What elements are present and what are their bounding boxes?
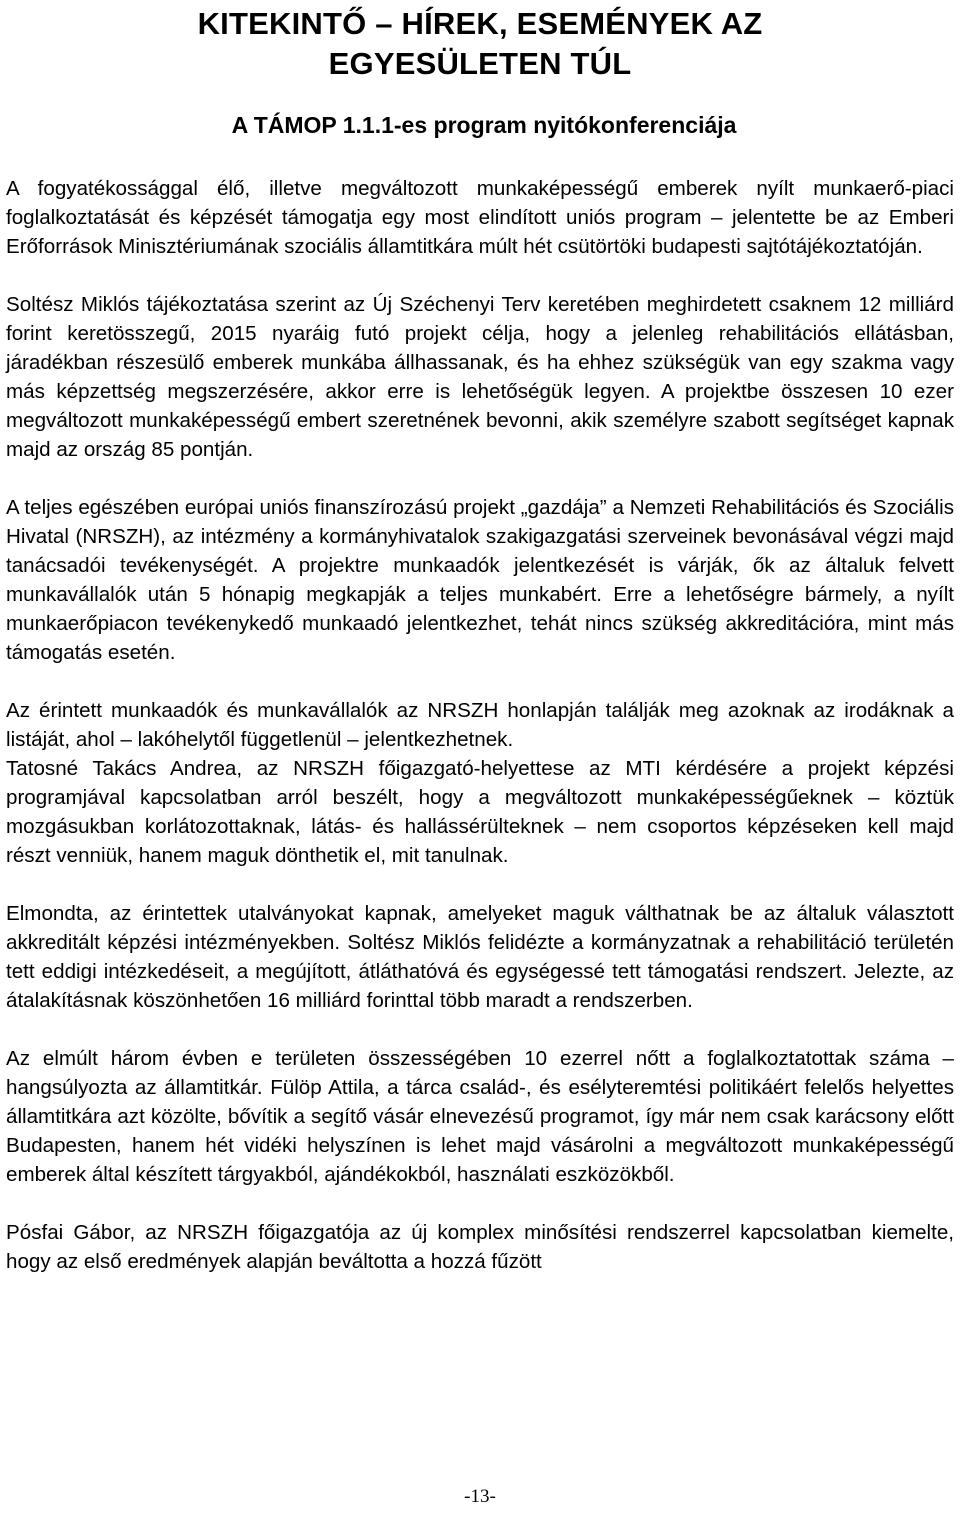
paragraph-6: Elmondta, az érintettek utalványokat kapnak, amelyeket maguk válthatnak be az általuk választott akkreditált képzési intézményekben. Soltész Miklós felidézte a kormányzatnak a rehabilitáció területén tett eddigi intézkedéseit, a megújított, átláthatóvá és egységessé tett támogatási rendszert. Jelezte, az átalakításnak köszönhetően 16 milliárd forinttal több maradt a rendszerben.: [6, 902, 954, 1012]
paragraph-2: Soltész Miklós tájékoztatása szerint az Új Széchenyi Terv keretében meghirdetett csaknem 12 milliárd forint keretösszegű, 2015 nyaráig futó projekt célja, hogy a jelenleg rehabilitációs ellátásban, járadékban részesülő emberek munkába állhassanak, és ha ehhez szükségük van egy szakma vagy más képzettség megszerzésére, akkor erre is lehetőségük legyen. A projektbe összesen 10 ezer megváltozott munkaképességű embert szeretnének bevonni, akik személyre szabott segítséget kapnak majd az ország 85 pontján.: [6, 293, 954, 461]
title-line-2: EGYESÜLETEN TÚL: [328, 46, 632, 81]
page-title: [6, 4, 954, 84]
paragraph-5: Tatosné Takács Andrea, az NRSZH főigazgató-helyettese az MTI kérdésére a projekt képzési programjával kapcsolatban arról beszélt, hogy a megváltozott munkaképességűeknek – köztük mozgásukban korlátozottaknak, látás- és hallássérülteknek – nem csoportos képzéseken kell majd részt venniük, hanem maguk dönthetik el, mit tanulnak.: [6, 757, 954, 867]
article-body: [6, 174, 954, 1276]
page-number: -13-: [464, 1486, 496, 1507]
paragraph-1: A fogyatékossággal élő, illetve megváltozott munkaképességű emberek nyílt munkaerő-piaci foglalkoztatását és képzését támogatja egy most elindított uniós program – jelentette be az Emberi Erőforrások Minisztériumának szociális államtitkára múlt hét csütörtöki budapesti sajtótájékoztatóján.: [6, 177, 954, 258]
paragraph-3: A teljes egészében európai uniós finanszírozású projekt „gazdája” a Nemzeti Rehabilitációs és Szociális Hivatal (NRSZH), az intézmény a kormányhivatalok szakigazgatási szerveinek bevonásával végzi majd tanácsadói tevékenységét. A projektre munkaadók jelentkezését is várják, ők az általuk felvett munkavállalók után 5 hónapig megkapják a teljes munkabért. Erre a lehetőségre bármely, a nyílt munkaerőpiacon tevékenykedő munkaadó jelentkezhet, tehát nincs szükség akkreditációra, mint más támogatás esetén.: [6, 496, 954, 664]
paragraph-4: Az érintett munkaadók és munkavállalók az NRSZH honlapján találják meg azoknak az irodáknak a listáját, ahol – lakóhelytől függetlenül – jelentkezhetnek.: [6, 699, 954, 751]
paragraph-7: Az elmúlt három évben e területen összességében 10 ezerrel nőtt a foglalkoztatottak száma – hangsúlyozta az államtitkár. Fülöp Attila, a tárca család-, és esélyteremtési politikáért felelős helyettes államtitkára azt közölte, bővítik a segítő vásár elnevezésű programot, így már nem csak karácsony előtt Budapesten, hanem hét vidéki helyszínen is lehet majd vásárolni a megváltozott munkaképességű emberek által készített tárgyakból, ajándékokból, használati eszközökből.: [6, 1047, 954, 1186]
article-subtitle: A TÁMOP 1.1.1-es program nyitókonferenciája: [231, 112, 737, 138]
paragraph-8: Pósfai Gábor, az NRSZH főigazgatója az új komplex minősítési rendszerrel kapcsolatban kiemelte, hogy az első eredmények alapján beváltotta a hozzá fűzött: [6, 1221, 954, 1273]
document-page: [6, 0, 954, 1276]
title-line-1: KITEKINTŐ – HÍREK, ESEMÉNYEK AZ: [197, 6, 763, 41]
